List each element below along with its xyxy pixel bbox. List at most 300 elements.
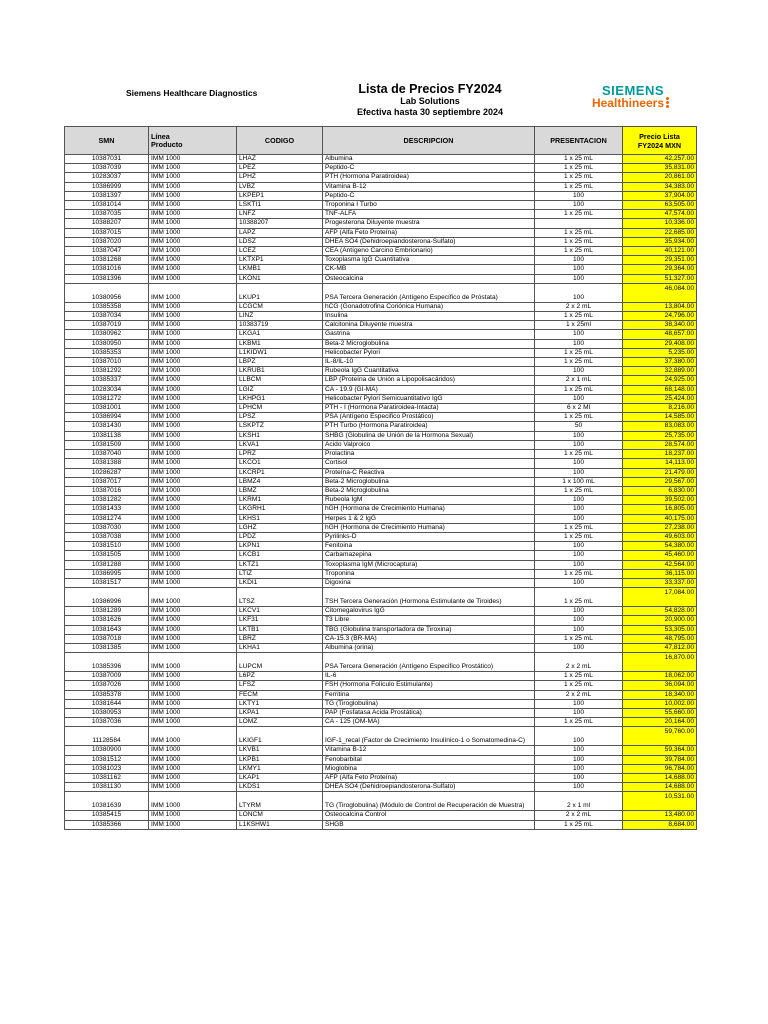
cell-codigo: LKCO1 [237,459,323,468]
cell-smn: 10387040 [65,450,149,459]
cell-smn: 10381130 [65,783,149,792]
cell-precio: 38,340.00 [623,321,697,330]
cell-smn: 10387010 [65,358,149,367]
cell-precio: 59,364.00 [623,746,697,755]
cell-codigo: L1KIDW1 [237,348,323,357]
cell-precio: 49,603.00 [623,532,697,541]
cell-linea: IMM 1000 [149,708,237,717]
cell-smn: 10386996 [65,588,149,607]
cell-codigo: LKF31 [237,616,323,625]
table-row [65,422,697,431]
cell-presentacion: 100 [535,496,623,505]
cell-smn: 10387031 [65,155,149,164]
cell-precio: 34,383.00 [623,182,697,191]
cell-presentacion: 100 [535,607,623,616]
cell-precio: 29,351.00 [623,256,697,265]
cell-codigo: LKSH1 [237,431,323,440]
cell-descripcion: TG (Tiroglobulina) (Módulo de Control de Recuperación de Muestra) [323,792,535,811]
cell-codigo: LLBCM [237,376,323,385]
cell-descripcion: Cortisol [323,459,535,468]
cell-precio: 10,002.00 [623,699,697,708]
cell-precio: 59,760.00 [623,727,697,746]
cell-linea: IMM 1000 [149,191,237,200]
cell-linea: IMM 1000 [149,265,237,274]
cell-smn: 10381001 [65,404,149,413]
cell-descripcion: IL-8/IL-10 [323,358,535,367]
cell-precio: 28,574.00 [623,440,697,449]
table-row [65,755,697,764]
table-row [65,210,697,219]
cell-smn: 10381396 [65,274,149,283]
cell-smn: 10381138 [65,431,149,440]
cell-smn: 10388207 [65,219,149,228]
cell-smn: 10387020 [65,237,149,246]
table-row [65,182,697,191]
table-header-row [65,127,697,155]
cell-precio: 37,904.00 [623,191,697,200]
cell-smn: 10381274 [65,514,149,523]
cell-linea: IMM 1000 [149,358,237,367]
cell-linea: IMM 1000 [149,440,237,449]
cell-descripcion: Helicobacter Pylori [323,348,535,357]
col-header-codigo: CODIGO [237,127,323,155]
cell-descripcion: Rubeola IgM [323,496,535,505]
table-row [65,265,697,274]
cell-linea: IMM 1000 [149,755,237,764]
cell-precio: 83,083.00 [623,422,697,431]
cell-precio: 18,340.00 [623,690,697,699]
cell-descripcion: LBP (Proteína de Unión a Lipopolisacáridos) [323,376,535,385]
cell-presentacion: 2 x 1 mL [535,376,623,385]
cell-presentacion: 1 x 25 mL [535,588,623,607]
cell-presentacion: 1 x 25 mL [535,718,623,727]
cell-linea: IMM 1000 [149,699,237,708]
cell-presentacion: 1 x 25 mL [535,247,623,256]
cell-precio: 24,925.00 [623,376,697,385]
cell-presentacion: 100 [535,274,623,283]
cell-descripcion: Vitamina B-12 [323,182,535,191]
cell-precio: 33,337.00 [623,578,697,587]
cell-presentacion: 100 [535,468,623,477]
cell-precio: 25,424.00 [623,394,697,403]
cell-precio: 51,327.00 [623,274,697,283]
cell-presentacion: 100 [535,542,623,551]
cell-linea: IMM 1000 [149,569,237,578]
cell-descripcion: Acido Valproico [323,440,535,449]
cell-smn: 10387018 [65,634,149,643]
cell-descripcion: DHEA SO4 (Dehidroepiandosterona-Sulfato) [323,237,535,246]
cell-linea: IMM 1000 [149,607,237,616]
cell-precio: 39,502.00 [623,496,697,505]
cell-descripcion: PSA Tercera Generación (Antígeno Especifico Prostático) [323,653,535,672]
cell-codigo: LGIZ [237,385,323,394]
table-row [65,477,697,486]
cell-codigo: LKBM1 [237,339,323,348]
cell-codigo: LTYRM [237,792,323,811]
cell-smn: 10387026 [65,681,149,690]
table-row [65,358,697,367]
cell-presentacion: 100 [535,283,623,302]
cell-linea: IMM 1000 [149,578,237,587]
cell-codigo: LPHCM [237,404,323,413]
price-table [64,126,697,830]
cell-presentacion: 100 [535,459,623,468]
cell-descripcion: Ferritina [323,690,535,699]
cell-codigo: LKHA1 [237,643,323,652]
cell-linea: IMM 1000 [149,727,237,746]
cell-linea: IMM 1000 [149,274,237,283]
cell-descripcion: Proteína-C Reactiva [323,468,535,477]
cell-descripcion: AFP (Alfa Feto Proteína) [323,228,535,237]
table-row [65,783,697,792]
cell-linea: IMM 1000 [149,312,237,321]
cell-descripcion: CK-MB [323,265,535,274]
cell-smn: 10381023 [65,764,149,773]
cell-descripcion: Helicobacter Pylori Semicuantitativo IgG [323,394,535,403]
cell-linea: IMM 1000 [149,385,237,394]
table-row [65,560,697,569]
table-row [65,551,697,560]
cell-codigo: 10388207 [237,219,323,228]
cell-precio: 18,237.00 [623,450,697,459]
cell-codigo: LHAZ [237,155,323,164]
cell-smn: 10380956 [65,283,149,302]
table-row [65,321,697,330]
cell-descripcion: Peptido-C [323,164,535,173]
cell-descripcion: Beta-2 Microglobulina [323,339,535,348]
cell-presentacion: 1 x 25 mL [535,569,623,578]
cell-descripcion: PSA Tercera Generación (Antígeno Específico de Próstata) [323,283,535,302]
cell-descripcion: SHBG (Globulina de Unión de la Hormona Sexual) [323,431,535,440]
cell-linea: IMM 1000 [149,394,237,403]
table-row [65,718,697,727]
cell-precio: 24,796.00 [623,312,697,321]
cell-precio: 40,175.00 [623,514,697,523]
cell-codigo: LPSZ [237,413,323,422]
cell-presentacion: 2 x 2 mL [535,653,623,672]
cell-smn: 10381397 [65,191,149,200]
cell-descripcion: DHEA SO4 (Dehidroepiandosterona-Sulfato) [323,783,535,792]
cell-codigo: LKCB1 [237,551,323,560]
cell-descripcion: CA - 125 (OM-MA) [323,718,535,727]
cell-smn: 10380950 [65,339,149,348]
cell-presentacion: 1 x 25 mL [535,486,623,495]
cell-precio: 68,148.00 [623,385,697,394]
cell-presentacion [535,219,623,228]
cell-descripcion: Citomegalovirus IgG [323,607,535,616]
cell-smn: 10381626 [65,616,149,625]
cell-precio: 36,094.00 [623,681,697,690]
cell-codigo: LTSZ [237,588,323,607]
cell-codigo: LKHPG1 [237,394,323,403]
cell-linea: IMM 1000 [149,219,237,228]
table-row [65,312,697,321]
cell-descripcion: Gastrina [323,330,535,339]
cell-presentacion: 100 [535,265,623,274]
table-row [65,367,697,376]
cell-linea: IMM 1000 [149,672,237,681]
cell-codigo: LBMZ [237,486,323,495]
cell-descripcion: T3 Libre [323,616,535,625]
cell-descripcion: Toxoplasma IgG Cuantitativa [323,256,535,265]
table-row [65,542,697,551]
cell-presentacion: 2 x 2 mL [535,690,623,699]
cell-linea: IMM 1000 [149,764,237,773]
table-row [65,339,697,348]
cell-linea: IMM 1000 [149,321,237,330]
cell-presentacion: 1 x 25 mL [535,182,623,191]
cell-smn: 10283037 [65,173,149,182]
table-row [65,672,697,681]
cell-descripcion: Mioglobina [323,764,535,773]
cell-descripcion: Vitamina B-12 [323,746,535,755]
cell-codigo: LAPZ [237,228,323,237]
cell-linea: IMM 1000 [149,182,237,191]
cell-linea: IMM 1000 [149,283,237,302]
cell-smn: 10387017 [65,477,149,486]
cell-presentacion: 50 [535,422,623,431]
cell-precio: 25,735.00 [623,431,697,440]
cell-precio: 48,657.00 [623,330,697,339]
logo-siemens-text: SIEMENS [601,83,664,98]
cell-precio: 18,062.00 [623,672,697,681]
cell-presentacion: 100 [535,727,623,746]
table-row [65,616,697,625]
table-row [65,237,697,246]
cell-presentacion: 100 [535,440,623,449]
cell-codigo: FECM [237,690,323,699]
cell-smn: 10385353 [65,348,149,357]
cell-codigo: LPHZ [237,173,323,182]
cell-smn: 10385337 [65,376,149,385]
table-row [65,348,697,357]
cell-presentacion: 1 x 25 mL [535,523,623,532]
cell-descripcion: hGH (Hormona de Crecimiento Humana) [323,505,535,514]
logo-dots-icon [664,97,672,109]
cell-smn: 10381644 [65,699,149,708]
cell-presentacion: 100 [535,256,623,265]
cell-linea: IMM 1000 [149,560,237,569]
cell-smn: 10286287 [65,468,149,477]
cell-precio: 47,574.00 [623,210,697,219]
cell-codigo: LKUP1 [237,283,323,302]
cell-descripcion: IGF-1_recal (Factor de Crecimiento Insulínico-1 o Somatomedina-C) [323,727,535,746]
cell-smn: 10381162 [65,773,149,782]
cell-presentacion: 100 [535,755,623,764]
cell-codigo: LNFZ [237,210,323,219]
cell-descripcion: SHGB [323,820,535,829]
cell-precio: 35,831.00 [623,164,697,173]
col-header-presentacion: PRESENTACION [535,127,623,155]
table-row [65,201,697,210]
cell-presentacion: 100 [535,431,623,440]
cell-presentacion: 100 [535,578,623,587]
table-row [65,228,697,237]
table-row [65,394,697,403]
cell-presentacion: 100 [535,551,623,560]
cell-linea: IMM 1000 [149,643,237,652]
cell-smn: 10387034 [65,312,149,321]
cell-presentacion: 1 x 25 mL [535,228,623,237]
cell-presentacion: 1 x 25 mL [535,348,623,357]
cell-presentacion: 1 x 25 mL [535,155,623,164]
table-row [65,727,697,746]
table-row [65,283,697,302]
cell-linea: IMM 1000 [149,247,237,256]
col-header-descripcion: DESCRIPCION [323,127,535,155]
cell-presentacion: 1 x 25 mL [535,173,623,182]
cell-smn: 10380900 [65,746,149,755]
cell-codigo: LPEZ [237,164,323,173]
cell-descripcion: CEA (Antígeno Carcino Embrionario) [323,247,535,256]
cell-precio: 47,812.00 [623,643,697,652]
cell-presentacion: 2 x 2 mL [535,811,623,820]
cell-precio: 21,479.00 [623,468,697,477]
cell-linea: IMM 1000 [149,459,237,468]
cell-codigo: LKPEP1 [237,191,323,200]
cell-smn: 10387009 [65,672,149,681]
cell-smn: 10381639 [65,792,149,811]
cell-codigo: LKTXP1 [237,256,323,265]
cell-linea: IMM 1000 [149,422,237,431]
cell-precio: 8,216.00 [623,404,697,413]
cell-descripcion: Osteocalcina [323,274,535,283]
cell-smn: 10381289 [65,607,149,616]
cell-presentacion: 100 [535,339,623,348]
table-row [65,247,697,256]
cell-smn: 10387015 [65,228,149,237]
cell-linea: IMM 1000 [149,542,237,551]
cell-presentacion: 100 [535,699,623,708]
cell-presentacion: 2 x 1 ml [535,792,623,811]
cell-descripcion: hCG (Gonadotrofina Coriónica Humana) [323,302,535,311]
cell-precio: 14,585.00 [623,413,697,422]
cell-presentacion: 1 x 25 mL [535,358,623,367]
cell-precio: 10,336.00 [623,219,697,228]
cell-codigo: LKCRP1 [237,468,323,477]
cell-descripcion: TNF-ALFA [323,210,535,219]
table-row [65,514,697,523]
cell-codigo: LPRZ [237,450,323,459]
cell-precio: 96,784.00 [623,764,697,773]
cell-codigo: LKGA1 [237,330,323,339]
cell-codigo: LVBZ [237,182,323,191]
cell-linea: IMM 1000 [149,505,237,514]
document-subtitle: Lab Solutions [400,96,460,106]
table-row [65,404,697,413]
table-body [65,155,697,830]
siemens-healthineers-logo [556,84,664,110]
cell-smn: 10381016 [65,265,149,274]
cell-smn: 10385366 [65,820,149,829]
cell-smn: 10387039 [65,164,149,173]
cell-codigo: LKTY1 [237,699,323,708]
cell-smn: 10283034 [65,385,149,394]
table-row [65,440,697,449]
cell-smn: 10381288 [65,560,149,569]
cell-codigo: LBPZ [237,358,323,367]
cell-descripcion: Fenobarbital [323,755,535,764]
cell-smn: 10381643 [65,625,149,634]
cell-codigo: LKPB1 [237,755,323,764]
cell-descripcion: PSA (Antígeno Especifico Prostático) [323,413,535,422]
cell-descripcion: Herpes 1 & 2 IgG [323,514,535,523]
col-header-precio-line2: FY2024 MXN [637,140,682,150]
cell-precio: 42,564.00 [623,560,697,569]
cell-presentacion: 100 [535,330,623,339]
cell-smn: 10381505 [65,551,149,560]
cell-codigo: L6PZ [237,672,323,681]
cell-codigo: LSKPTZ [237,422,323,431]
col-header-linea-line2: Producto [151,139,183,149]
cell-linea: IMM 1000 [149,514,237,523]
cell-linea: IMM 1000 [149,811,237,820]
table-row [65,764,697,773]
cell-presentacion: 100 [535,773,623,782]
cell-linea: IMM 1000 [149,404,237,413]
col-header-precio [623,127,697,155]
cell-smn: 10381509 [65,440,149,449]
table-row [65,792,697,811]
cell-smn: 10381014 [65,201,149,210]
table-row [65,256,697,265]
cell-codigo: L1KSHW1 [237,820,323,829]
cell-linea: IMM 1000 [149,348,237,357]
cell-presentacion: 100 [535,746,623,755]
cell-linea: IMM 1000 [149,339,237,348]
cell-descripcion: TG (Tiroglobulina) [323,699,535,708]
cell-descripcion: Toxoplasma IgM (Microcaptura) [323,560,535,569]
cell-linea: IMM 1000 [149,228,237,237]
cell-presentacion: 100 [535,625,623,634]
cell-smn: 10381510 [65,542,149,551]
table-row [65,155,697,164]
cell-precio: 16,870.00 [623,653,697,672]
cell-smn: 10385396 [65,653,149,672]
cell-precio: 10,531.00 [623,792,697,811]
cell-codigo: LKPA1 [237,708,323,717]
cell-smn: 10381268 [65,256,149,265]
cell-descripcion: IL-6 [323,672,535,681]
table-row [65,376,697,385]
cell-presentacion: 1 x 25 mL [535,672,623,681]
cell-linea: IMM 1000 [149,201,237,210]
cell-presentacion: 1 x 25ml [535,321,623,330]
table-row [65,773,697,782]
cell-smn: 10381433 [65,505,149,514]
cell-linea: IMM 1000 [149,690,237,699]
cell-precio: 13,804.00 [623,302,697,311]
table-row [65,450,697,459]
table-row [65,468,697,477]
cell-smn: 10385415 [65,811,149,820]
cell-smn: 10387035 [65,210,149,219]
cell-descripcion: PTH (Hormona Paratiroidea) [323,173,535,182]
cell-smn: 10380962 [65,330,149,339]
table-row [65,569,697,578]
cell-linea: IMM 1000 [149,450,237,459]
cell-presentacion: 1 x 25 mL [535,450,623,459]
cell-precio: 46,084.00 [623,283,697,302]
cell-precio: 29,567.00 [623,477,697,486]
cell-precio: 22,685.00 [623,228,697,237]
cell-presentacion: 100 [535,783,623,792]
cell-codigo: LCEZ [237,247,323,256]
cell-smn: 10387038 [65,532,149,541]
cell-descripcion: Progesterona Diluyente muestra [323,219,535,228]
table-row [65,219,697,228]
logo-healthineers-text [556,97,664,110]
